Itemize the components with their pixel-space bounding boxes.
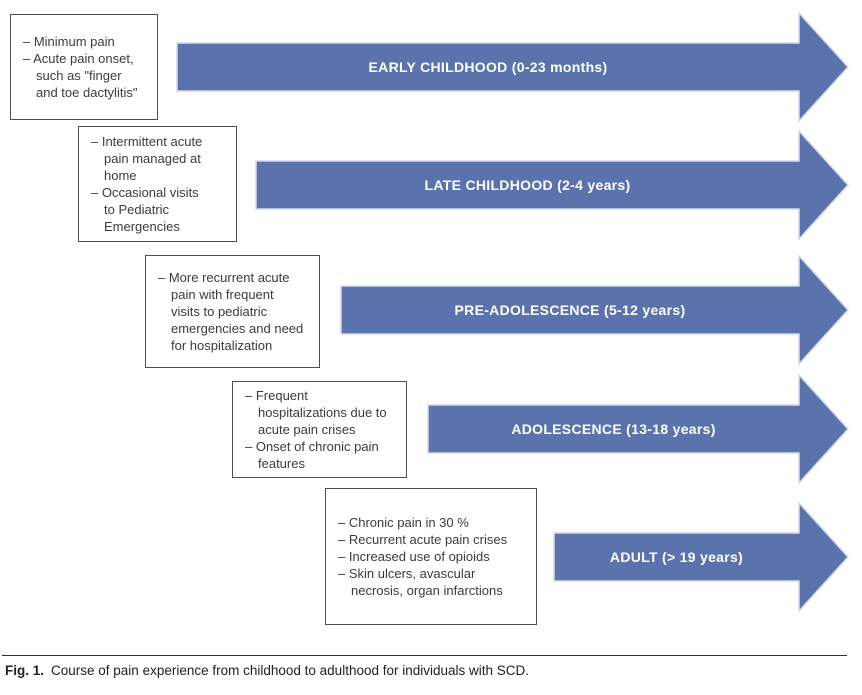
arrow-adolescence xyxy=(427,374,850,484)
note-line: features xyxy=(258,456,305,471)
note-line: – Onset of chronic pain xyxy=(245,439,379,454)
note-box-early-childhood xyxy=(10,14,158,120)
note-line: necrosis, organ infarctions xyxy=(351,583,503,598)
arrow-label-late-childhood: LATE CHILDHOOD (2-4 years) xyxy=(424,177,631,193)
arrow-adult xyxy=(553,502,850,612)
note-box-late-childhood xyxy=(78,126,237,242)
note-line: hospitalizations due to xyxy=(258,405,387,420)
note-line: – More recurrent acute xyxy=(158,270,290,285)
note-line: – Acute pain onset, xyxy=(23,51,134,66)
note-line: – Increased use of opioids xyxy=(338,549,490,564)
figure-caption-label: Fig. 1. xyxy=(5,663,45,678)
note-line: – Frequent xyxy=(245,388,308,403)
note-line: visits to pediatric xyxy=(171,304,268,319)
note-line: acute pain crises xyxy=(258,422,356,437)
arrow-late-childhood xyxy=(255,130,850,240)
note-line: pain with frequent xyxy=(171,287,274,302)
note-line: – Chronic pain in 30 % xyxy=(338,515,469,530)
note-line: – Intermittent acute xyxy=(91,134,203,149)
note-box-pre-adolescence xyxy=(145,255,320,368)
caption-divider xyxy=(2,655,847,656)
note-line: – Skin ulcers, avascular xyxy=(338,566,476,581)
note-line: home xyxy=(104,168,137,183)
note-box-adult xyxy=(325,488,537,625)
note-line: – Recurrent acute pain crises xyxy=(338,532,508,547)
note-line: – Occasional visits xyxy=(91,185,199,200)
note-line: for hospitalization xyxy=(171,338,273,353)
figure-caption-text: Course of pain experience from childhood to adulthood for individuals with SCD. xyxy=(51,663,530,678)
note-line: emergencies and need xyxy=(171,321,304,336)
arrow-early-childhood xyxy=(176,12,850,122)
note-line: such as "finger xyxy=(36,68,122,83)
note-line: and toe dactylitis" xyxy=(36,85,138,100)
note-box-adolescence xyxy=(232,381,407,478)
note-line: – Minimum pain xyxy=(23,34,115,49)
note-line: Emergencies xyxy=(104,219,180,234)
arrow-label-early-childhood: EARLY CHILDHOOD (0-23 months) xyxy=(368,59,608,75)
figure-caption xyxy=(5,663,529,678)
arrow-label-adolescence: ADOLESCENCE (13-18 years) xyxy=(511,421,716,437)
note-line: to Pediatric xyxy=(104,202,170,217)
note-line: pain managed at xyxy=(104,151,201,166)
arrow-label-adult: ADULT (> 19 years) xyxy=(609,549,744,565)
arrow-label-pre-adolescence: PRE-ADOLESCENCE (5-12 years) xyxy=(454,302,686,318)
arrow-pre-adolescence xyxy=(340,255,850,365)
